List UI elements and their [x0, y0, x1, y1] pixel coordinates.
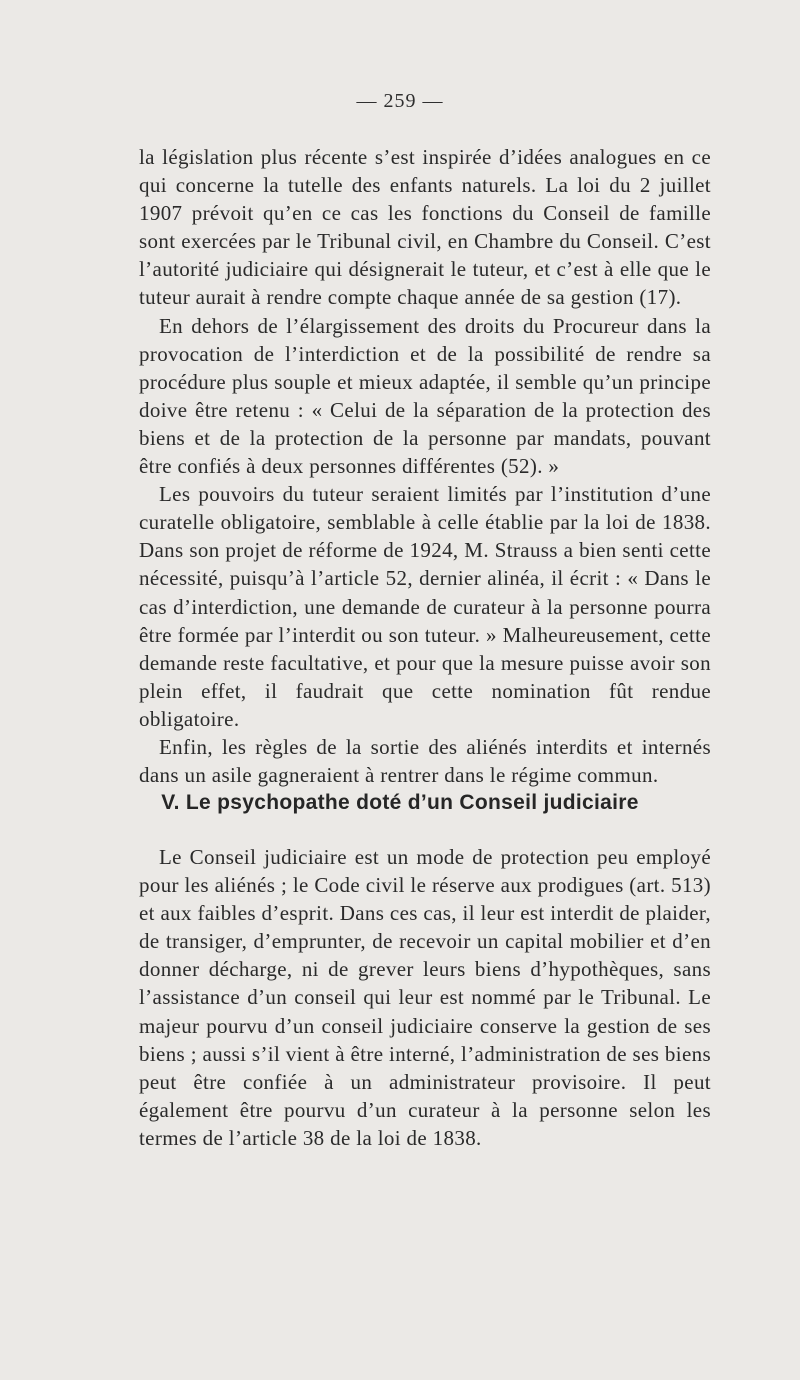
- paragraph-continued: la législation plus récente s’est inspirée d’idées analogues en ce qui concerne la tutelle des enfants naturels. La loi du 2 juillet 1907 prévoit qu’en ce cas les fonctions du Conseil de famille sont exercées par le Tribunal civil, en Chambre du Conseil. C’est l’autorité judiciaire qui désignerait le tuteur, et c’est à elle que le tuteur aurait à rendre compte chaque année de sa gestion (17).: [139, 145, 711, 310]
- body-text-section-b: [139, 843, 711, 1152]
- paragraph-procureur: En dehors de l’élargissement des droits du Procureur dans la provocation de l’interdiction et de la possibilité de rendre sa procédure plus souple et mieux adaptée, il semble qu’un principe doive être retenu : « Celui de la séparation de la protection des biens et de la protection de la personne par mandats, pouvant être confiés à deux personnes différentes (52). »: [139, 313, 711, 479]
- paragraph-pouvoirs-tuteur: Les pouvoirs du tuteur seraient limités par l’institution d’une curatelle obligatoire, semblable à celle établie par la loi de 1838. Dans son projet de réforme de 1924, M. Strauss a bien senti cette nécessité, puisqu’à l’article 52, dernier alinéa, il écrit : « Dans le cas d’interdiction, une demande de curateur à la personne pourra être formée par l’interdit ou son tuteur. » Malheureusement, cette demande reste facultative, et pour que la mesure puisse avoir son plein effet, il faudrait que cette nomination fût rendue obligatoire.: [139, 482, 711, 731]
- paragraph-sortie-alienes: Enfin, les règles de la sortie des aliénés interdits et internés dans un asile gagneraient à rentrer dans le régime commun.: [139, 734, 711, 788]
- paragraph-conseil-judiciaire: Le Conseil judiciaire est un mode de protection peu employé pour les aliénés ; le Code civil le réserve aux prodigues (art. 513) et aux faibles d’esprit. Dans ces cas, il leur est interdit de plaider, de transiger, d’emprunter, de recevoir un capital mobilier et d’en donner décharge, ni de grever leurs biens d’hypothèques, sans l’assistance d’un conseil qui leur est nommé par le Tribunal. Le majeur pourvu d’un conseil judiciaire conserve la gestion de ses biens ; aussi s’il vient à être interné, l’administration de ses biens peut être confiée à un administrateur provisoire. Il peut également être pourvu d’un curateur à la personne selon les termes de l’article 38 de la loi de 1838.: [139, 845, 711, 1150]
- body-text-section-a: [139, 143, 711, 789]
- section-heading: V. Le psychopathe doté d’un Conseil judiciaire: [161, 791, 639, 814]
- page-number: — 259 —: [356, 90, 444, 112]
